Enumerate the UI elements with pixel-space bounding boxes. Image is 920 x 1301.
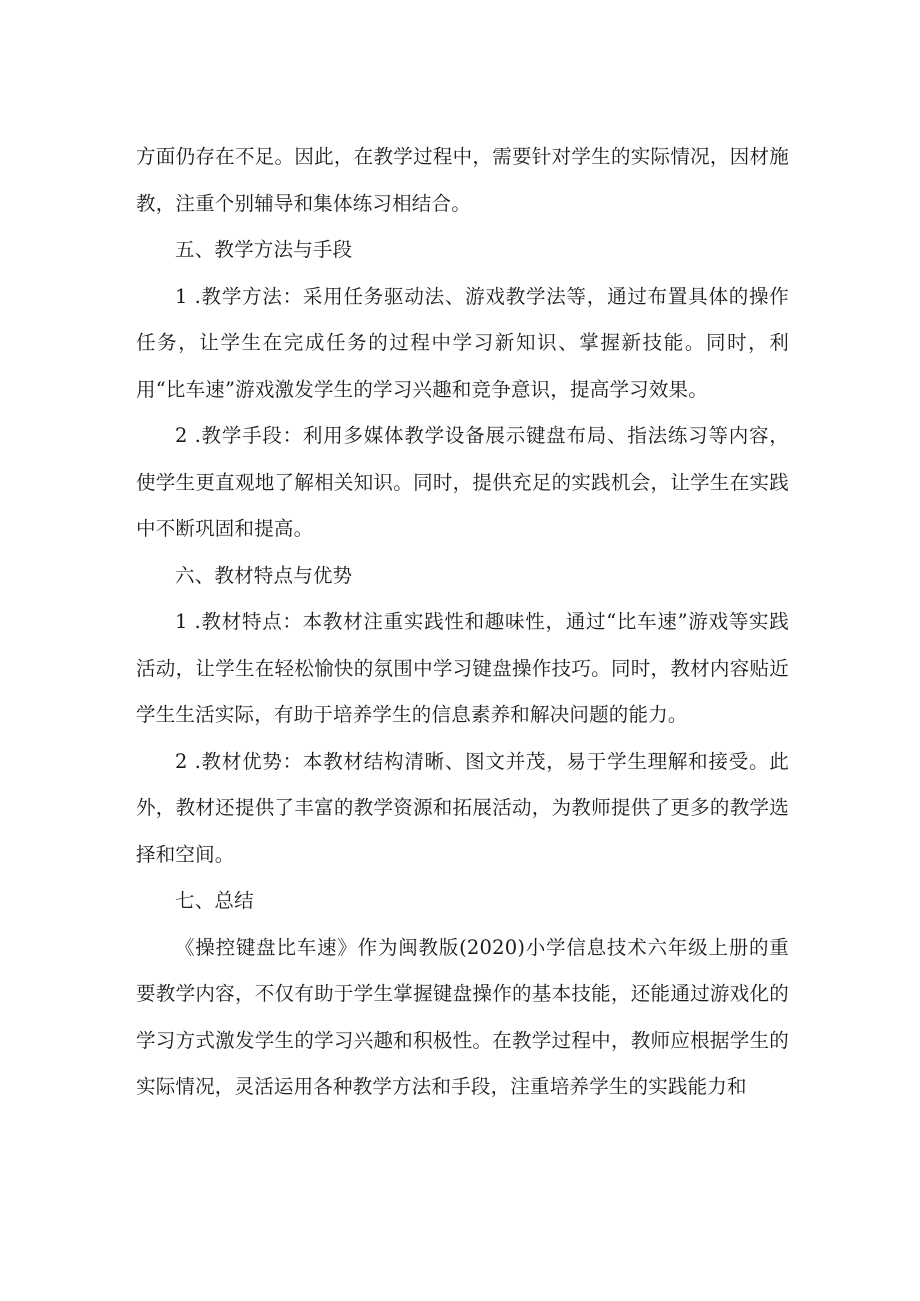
paragraph-textbook-features: 1 .教材特点：本教材注重实践性和趣味性，通过“比车速”游戏等实践活动，让学生在轻松愉快的氛围中学习键盘操作技巧。同时，教材内容贴近学生生活实际，有助于培养学生的信息素养和解决问题的能力。: [136, 610, 789, 726]
paragraph-continued: 方面仍存在不足。因此，在教学过程中，需要针对学生的实际情况，因材施教，注重个别辅导和集体练习相结合。: [136, 145, 789, 215]
section-heading-6: 六、教材特点与优势: [175, 563, 353, 587]
paragraph-summary: 《操控键盘比车速》作为闽教版(2020)小学信息技术六年级上册的重要教学内容，不仅有助于学生掌握键盘操作的基本技能，还能通过游戏化的学习方式激发学生的学习兴趣和积极性。在教学过程中，教师应根据学生的实际情况，灵活运用各种教学方法和手段，注重培养学生的实践能力和: [136, 935, 789, 1098]
section-heading-7: 七、总结: [175, 889, 254, 912]
paragraph-textbook-advantages: 2 .教材优势：本教材结构清晰、图文并茂，易于学生理解和接受。此外，教材还提供了丰富的教学资源和拓展活动，为教师提供了更多的教学选择和空间。: [136, 749, 789, 866]
section-heading-5: 五、教学方法与手段: [175, 238, 353, 261]
paragraph-teaching-method: 1 .教学方法：采用任务驱动法、游戏教学法等，通过布置具体的操作任务，让学生在完成任务的过程中学习新知识、掌握新技能。同时，利用“比车速”游戏激发学生的学习兴趣和竞争意识，提高学习效果。: [136, 284, 789, 401]
paragraph-teaching-means: 2 .教学手段：利用多媒体教学设备展示键盘布局、指法练习等内容，使学生更直观地了解相关知识。同时，提供充足的实践机会，让学生在实践中不断巩固和提高。: [136, 424, 789, 540]
document-body: [136, 134, 789, 1111]
